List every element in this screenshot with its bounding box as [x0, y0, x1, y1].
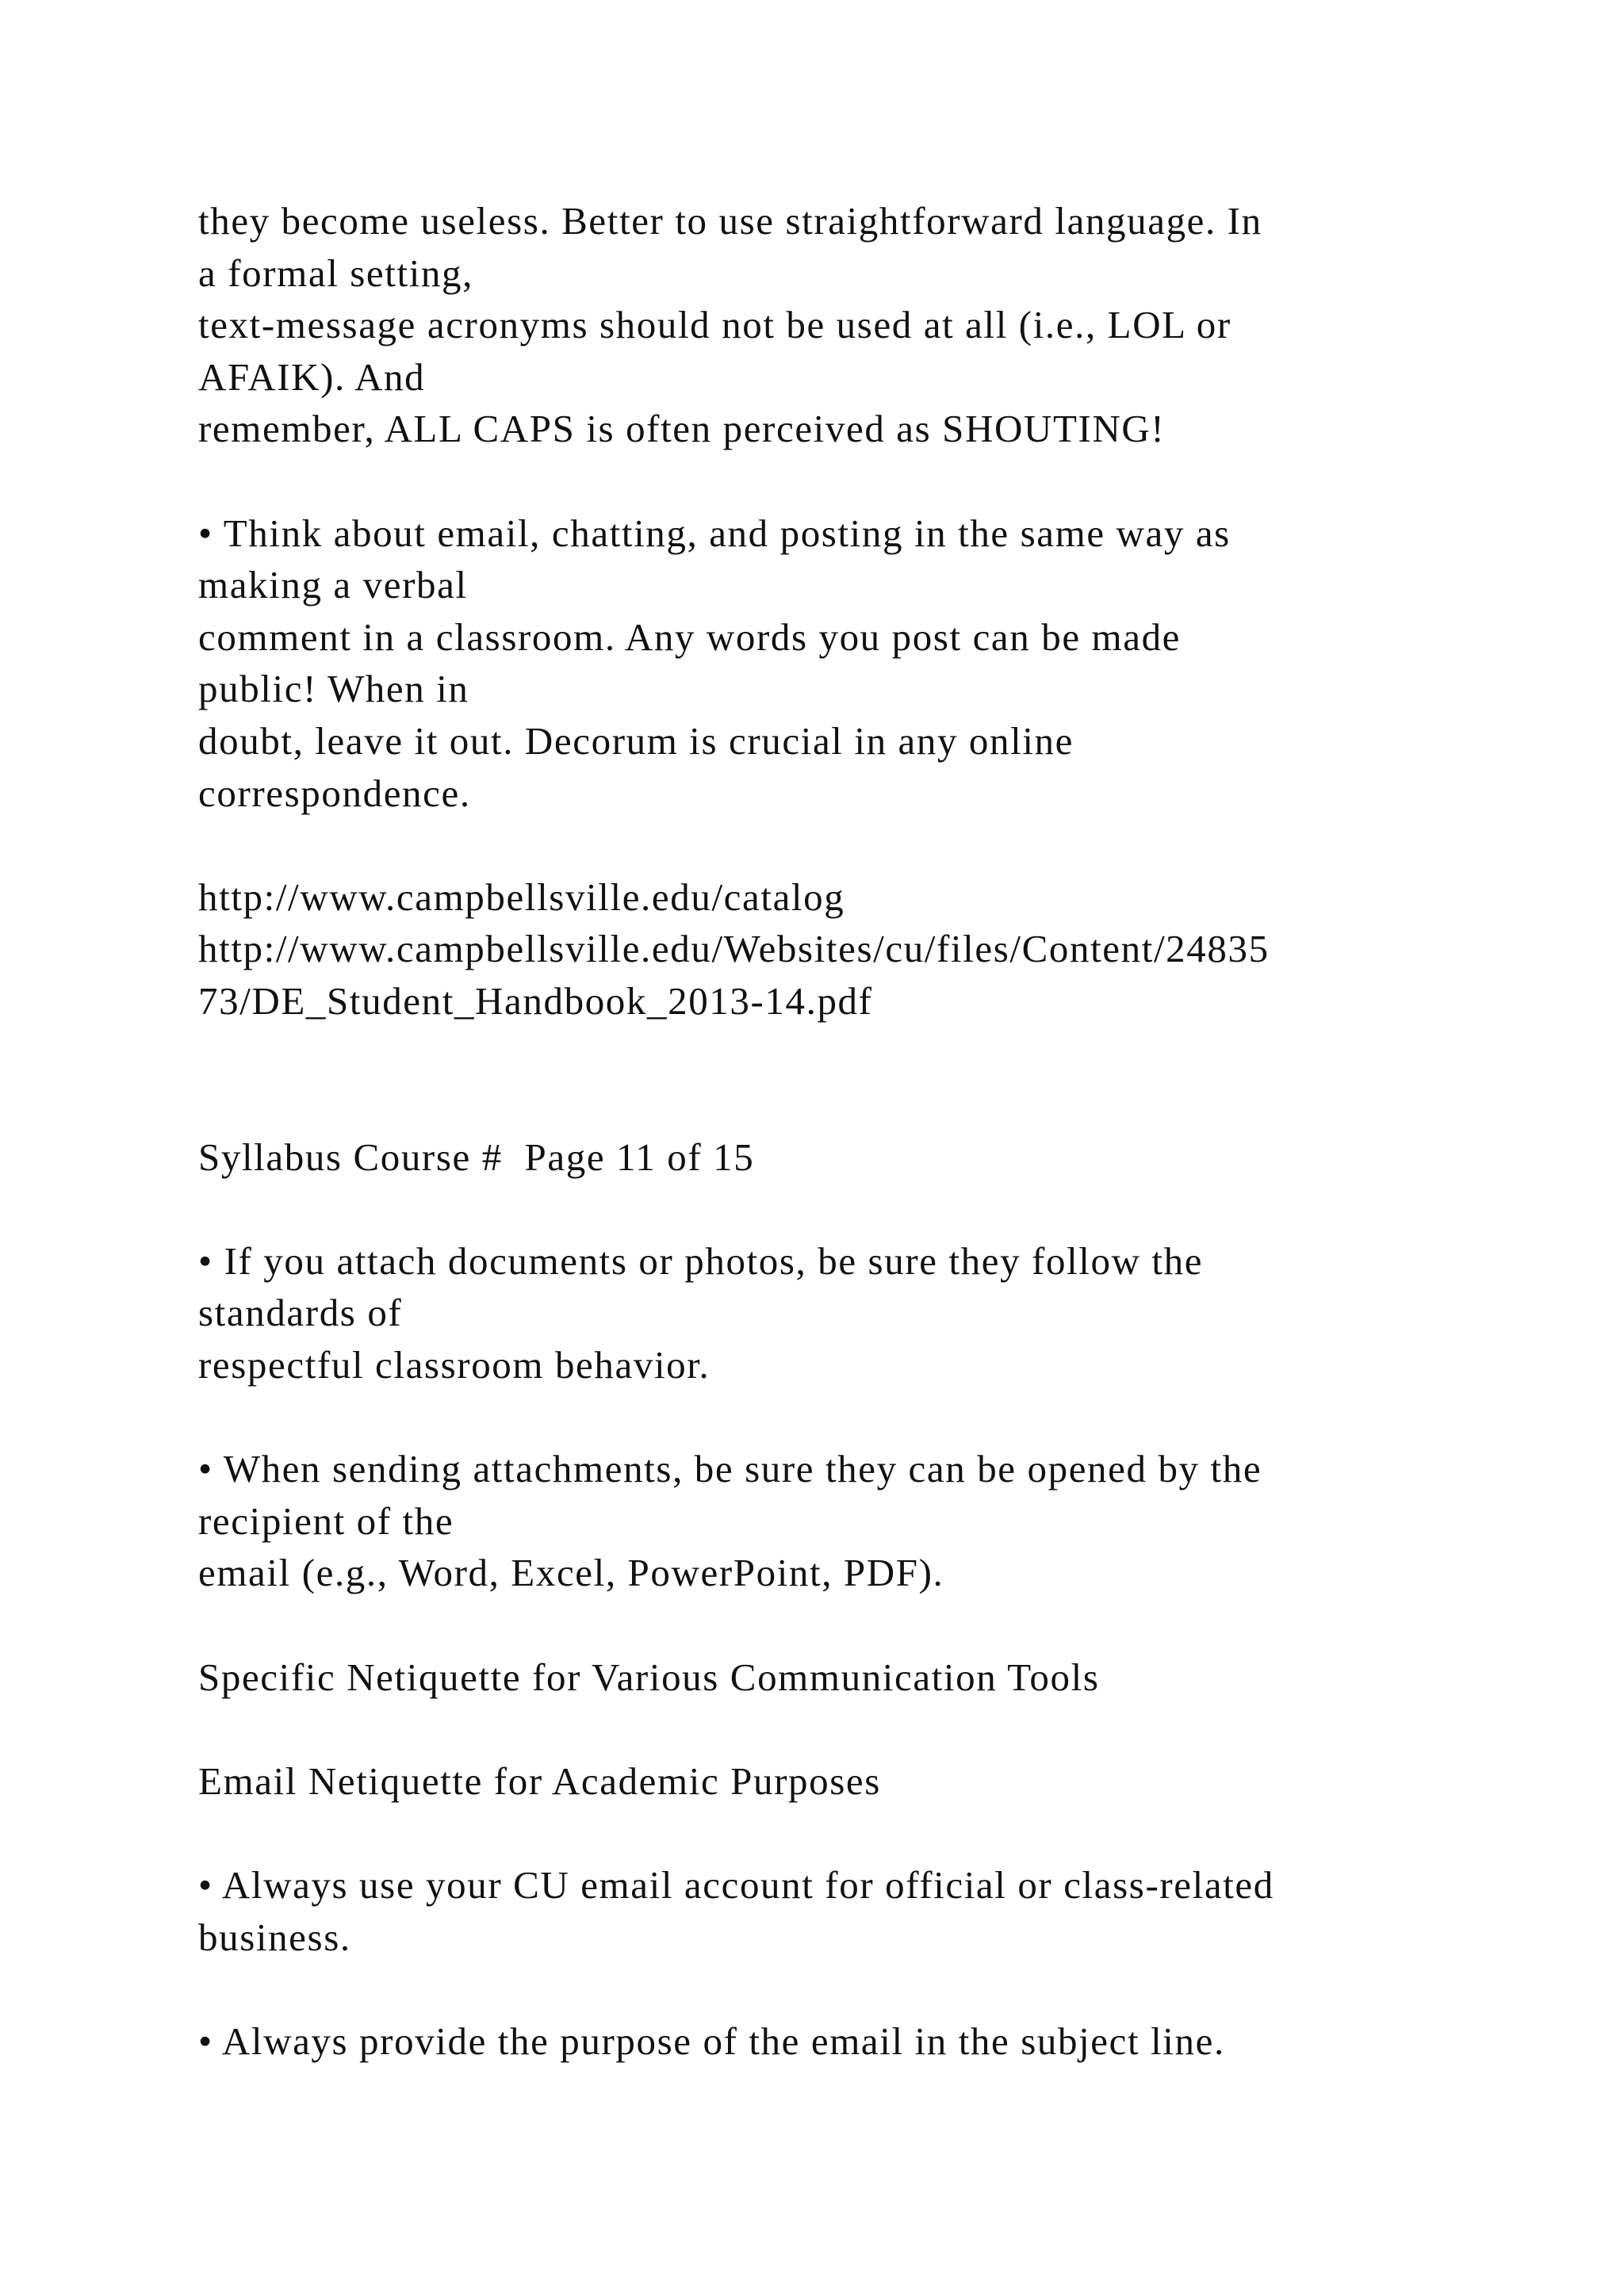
blank-line [198, 1079, 1499, 1131]
blank-line [198, 1963, 1499, 2015]
text-line: doubt, leave it out. Decorum is crucial in any online [198, 718, 1074, 763]
blank-line [198, 819, 1499, 871]
text-line: text-message acronyms should not be used at all (i.e., LOL or [198, 303, 1231, 347]
subsection-heading: Email Netiquette for Academic Purposes [198, 1758, 881, 1803]
url-line: 73/DE_Student_Handbook_2013-14.pdf [198, 978, 873, 1023]
document-body [198, 195, 1499, 2067]
url-line: http://www.campbellsville.edu/Websites/cu/files/Content/24835 [198, 927, 1270, 971]
text-line: business. [198, 1915, 351, 1959]
text-line: recipient of the [198, 1498, 454, 1543]
text-line: AFAIK). And [198, 354, 426, 399]
blank-line [198, 1599, 1499, 1651]
page-footer: Syllabus Course # Page 11 of 15 [198, 1135, 755, 1179]
text-line: a formal setting, [198, 251, 473, 295]
text-line: email (e.g., Word, Excel, PowerPoint, PDF). [198, 1551, 944, 1595]
url-line: http://www.campbellsville.edu/catalog [198, 874, 845, 919]
bullet-line: • If you attach documents or photos, be sure they follow the [198, 1238, 1204, 1283]
blank-line [198, 1703, 1499, 1755]
bullet-line: • When sending attachments, be sure they can be opened by the [198, 1447, 1262, 1491]
text-line: comment in a classroom. Any words you post can be made [198, 614, 1182, 659]
text-line: remember, ALL CAPS is often perceived as SHOUTING! [198, 407, 1166, 451]
blank-line [198, 1391, 1499, 1444]
blank-line [198, 1183, 1499, 1235]
text-line: they become useless. Better to use straightforward language. In [198, 199, 1262, 243]
text-line: respectful classroom behavior. [198, 1343, 710, 1387]
blank-line [198, 455, 1499, 507]
text-line: making a verbal [198, 563, 468, 607]
section-heading: Specific Netiquette for Various Communication Tools [198, 1655, 1100, 1699]
text-line: correspondence. [198, 771, 471, 815]
bullet-line: • Think about email, chatting, and posting in the same way as [198, 511, 1231, 555]
bullet-line: • Always provide the purpose of the email in the subject line. [198, 2019, 1225, 2063]
text-line: public! When in [198, 667, 469, 711]
blank-line [198, 1027, 1499, 1080]
bullet-line: • Always use your CU email account for official or class-related [198, 1863, 1274, 1907]
text-line: standards of [198, 1291, 403, 1335]
blank-line [198, 1807, 1499, 1859]
